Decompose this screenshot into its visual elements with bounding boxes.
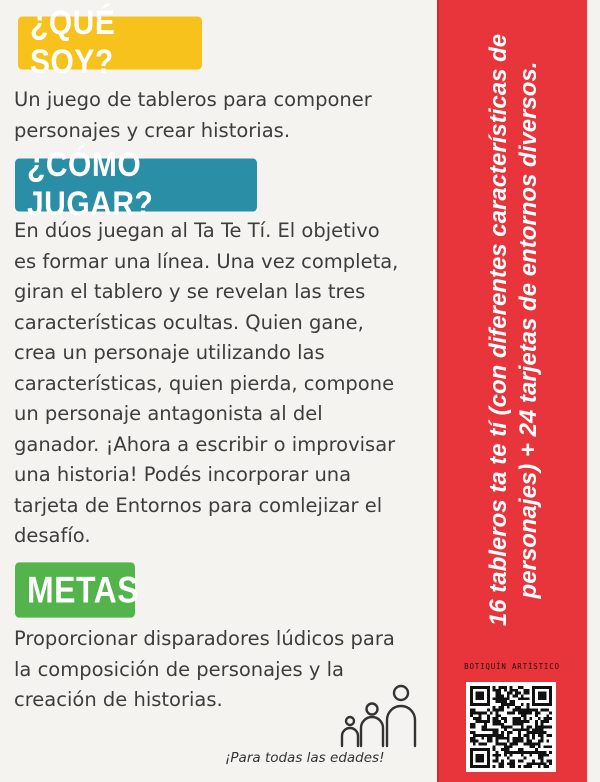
como-jugar-text: En dúos juegan al Ta Te Tí. El objetivo es formar una línea. Una vez completa, giran el tablero y se revelan las tres características ocultas. Quien gane, crea un personaje utilizando las características, quien pierda, compone un personaje antagonista al del ganador. ¡Ahora a escribir o improvisar una historia! Podés incorporar una tarjeta de Entornos para comlejizar el desafío. xyxy=(14,219,399,547)
banner-line-1: 16 tableros ta te tí (con diferentes características de xyxy=(485,33,512,627)
metas-text: Proporcionar disparadores lúdicos para la composición de personajes y la creación de historias. xyxy=(14,627,395,711)
banner-text xyxy=(484,20,544,640)
page-edge xyxy=(587,0,600,782)
heading-como-jugar: ¿CÓMO JUGAR? xyxy=(15,159,257,212)
heading-metas: METAS xyxy=(15,562,135,617)
family-icon xyxy=(338,684,420,752)
qr-code-icon[interactable] xyxy=(466,682,556,772)
que-soy-text: Un juego de tableros para componer personajes y crear historias. xyxy=(14,88,372,142)
heading-que-soy: ¿QUÉ SOY? xyxy=(18,17,202,70)
banner-line-2: personajes) + 24 tarjetas de entornos diversos. xyxy=(515,61,542,599)
ages-note: ¡Para todas las edades! xyxy=(225,750,385,766)
brand-label: BOTIQUÍN ARTÍSTICO xyxy=(464,662,560,671)
